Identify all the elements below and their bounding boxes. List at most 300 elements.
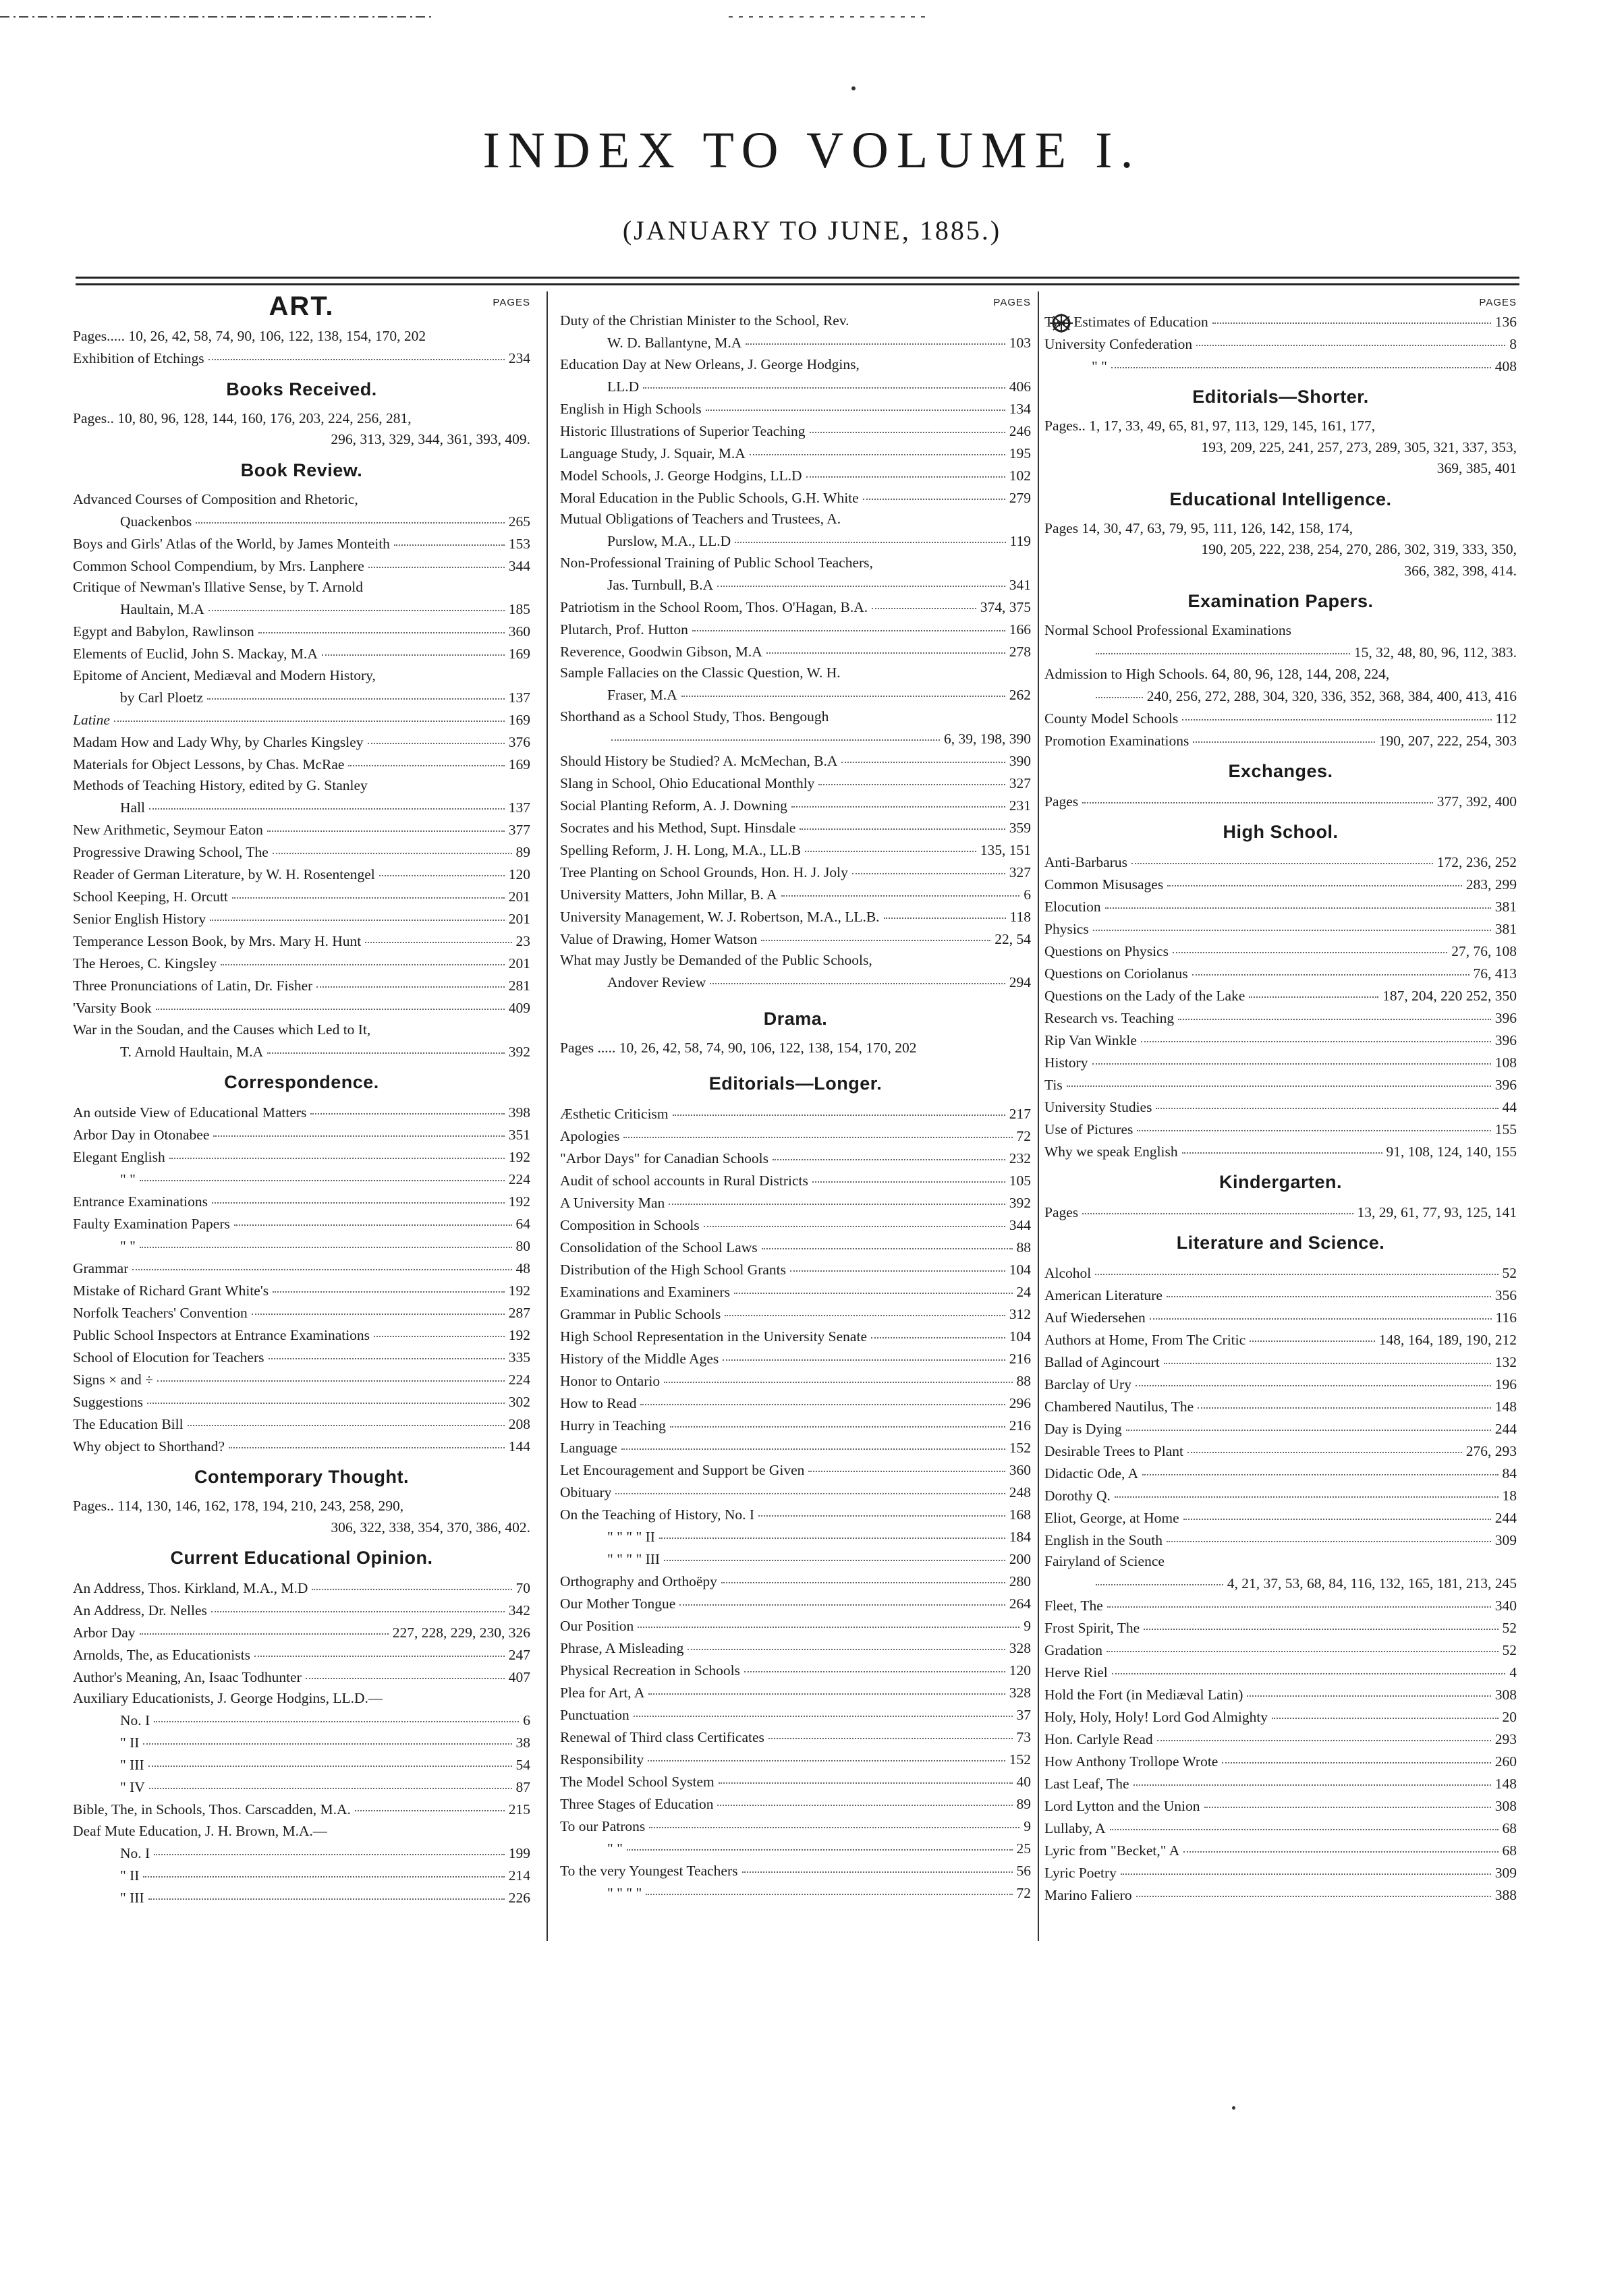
- leader-dots: [207, 683, 505, 700]
- leader-dots: [717, 571, 1005, 587]
- entry-title: " " " ": [607, 1884, 642, 1901]
- leader-dots: [634, 1701, 1013, 1717]
- entry-pages: 48: [515, 1260, 530, 1276]
- leader-dots: [681, 681, 1005, 698]
- leader-dots: [670, 1411, 1005, 1428]
- entry-title: Anti-Barbarus: [1044, 853, 1127, 870]
- entry-pages: 9: [1024, 1617, 1031, 1634]
- entry-title: Day is Dying: [1044, 1420, 1122, 1437]
- entry-title: Frost Spirit, The: [1044, 1620, 1140, 1636]
- entry-pages: 283, 299: [1465, 876, 1517, 893]
- scan-speck: [1232, 2106, 1235, 2110]
- entry-title: Socrates and his Method, Supt. Hinsdale: [560, 819, 796, 836]
- entry-title: No. I: [120, 1844, 150, 1861]
- entry-pages: 88: [1016, 1372, 1031, 1389]
- entry-title: Eliot, George, at Home: [1044, 1509, 1179, 1526]
- entry-pages: 216: [1009, 1350, 1031, 1367]
- entry-pages: 398: [508, 1104, 530, 1121]
- leader-dots: [1222, 1748, 1490, 1764]
- leader-dots: [132, 1254, 511, 1270]
- entry-title: Elements of Euclid, John S. Mackay, M.A: [73, 646, 318, 662]
- entry-title: Obituary: [560, 1484, 612, 1500]
- examination-papers-entries: [1044, 620, 1517, 752]
- entry-pages: 89: [515, 844, 530, 860]
- leader-dots: [1193, 727, 1374, 743]
- leader-dots: [1167, 870, 1462, 886]
- index-column-2: [560, 297, 1031, 1904]
- entry-title: Honor to Ontario: [560, 1372, 661, 1389]
- section-heading-art: ART.: [269, 291, 335, 321]
- entry-title: History of the Middle Ages: [560, 1350, 719, 1367]
- leader-dots: [1092, 1048, 1491, 1065]
- entry-pages: 327: [1009, 864, 1031, 880]
- drama-pages-line: Pages ..... 10, 26, 42, 58, 74, 90, 106, 122, 138, 154, 170, 202: [560, 1039, 917, 1056]
- entry-title: " ": [1092, 358, 1107, 374]
- leader-dots: [615, 1478, 1005, 1494]
- entry-title: Epitome of Ancient, Mediæval and Modern History,: [73, 667, 376, 683]
- leader-dots: [1272, 1703, 1498, 1720]
- index-entry: [73, 555, 530, 577]
- entry-title: Rip Van Winkle: [1044, 1032, 1137, 1048]
- entry-title: Arbor Day in Otonabee: [73, 1126, 210, 1143]
- leader-dots: [1110, 1815, 1499, 1831]
- entry-title: Hurry in Teaching: [560, 1417, 666, 1434]
- entry-title: Examinations and Examiners: [560, 1283, 730, 1300]
- entry-title: " " " " II: [607, 1528, 655, 1545]
- entry-title: Chambered Nautilus, The: [1044, 1398, 1194, 1415]
- entry-title: Why object to Shorthand?: [73, 1438, 225, 1455]
- entry-title: University Confederation: [1044, 335, 1193, 352]
- leader-dots: [234, 1210, 512, 1226]
- leader-dots: [148, 1751, 512, 1768]
- entry-title: No. I: [120, 1712, 150, 1728]
- entry-title: Arbor Day: [73, 1624, 136, 1641]
- leader-dots: [725, 1300, 1005, 1316]
- entry-pages: 73: [1016, 1728, 1031, 1745]
- entry-title: Suggestions: [73, 1393, 143, 1410]
- entry-title: Plutarch, Prof. Hutton: [560, 621, 688, 638]
- leader-dots: [1082, 787, 1433, 803]
- entry-pages: 20: [1502, 1709, 1517, 1725]
- entry-title: Three Stages of Education: [560, 1795, 714, 1812]
- leader-dots: [863, 484, 1005, 500]
- entry-pages: 396: [1494, 1032, 1517, 1048]
- entry-title: Barclay of Ury: [1044, 1376, 1131, 1392]
- entry-pages: 217: [1009, 1105, 1031, 1122]
- entry-title: Materials for Object Lessons, by Chas. McRae: [73, 756, 345, 772]
- entry-title: Purslow, M.A., LL.D: [607, 533, 731, 549]
- entry-pages: 187, 204, 220 252, 350: [1382, 987, 1517, 1004]
- entry-title: " II: [120, 1867, 140, 1884]
- index-column-1: [73, 291, 530, 1909]
- entry-title: American Literature: [1044, 1287, 1163, 1303]
- literature-science-entries: [1044, 1262, 1517, 1907]
- entry-title: Andover Review: [607, 974, 706, 990]
- entry-title: " ": [120, 1237, 136, 1254]
- entry-pages: 392: [508, 1043, 530, 1060]
- leader-dots: [1107, 1592, 1491, 1608]
- entry-pages: 6: [1024, 886, 1031, 903]
- entry-title: What may Justly be Demanded of the Public Schools,: [560, 952, 872, 968]
- leader-dots: [188, 1410, 505, 1426]
- leader-dots: [806, 461, 1005, 478]
- educational-intelligence-line-2: 190, 205, 222, 238, 254, 270, 286, 302, 319, 333, 350,: [1201, 541, 1517, 557]
- index-entry: [73, 753, 530, 775]
- leader-dots: [1249, 982, 1378, 998]
- educational-intelligence-line-3: 366, 382, 398, 414.: [1404, 562, 1517, 579]
- entry-title: Tree Planting on School Grounds, Hon. H. J. Joly: [560, 864, 848, 880]
- entry-pages: 120: [508, 866, 530, 882]
- contemporary-thought-pages-line-2: 306, 322, 338, 354, 370, 386, 402.: [331, 1519, 530, 1535]
- leader-dots: [169, 1143, 505, 1159]
- leader-dots: [1150, 1303, 1492, 1320]
- leader-dots: [1196, 330, 1505, 346]
- entry-pages: 396: [1494, 1009, 1517, 1026]
- entry-pages: 192: [508, 1282, 530, 1299]
- correspondence-entries: [73, 1101, 530, 1457]
- leader-dots: [884, 903, 1006, 919]
- leader-dots: [735, 528, 1005, 544]
- entry-pages: 309: [1494, 1531, 1517, 1548]
- entry-pages: 4: [1509, 1664, 1517, 1681]
- entry-pages: 260: [1494, 1753, 1517, 1770]
- leader-dots: [611, 725, 940, 741]
- entry-title: New Arithmetic, Seymour Eaton: [73, 822, 263, 838]
- entry-pages: 359: [1009, 819, 1031, 836]
- leader-dots: [791, 791, 1005, 808]
- entry-title: Fleet, The: [1044, 1598, 1103, 1614]
- entry-title: To the very Youngest Teachers: [560, 1862, 738, 1879]
- leader-dots: [156, 994, 505, 1011]
- page-subtitle: (JANUARY TO JUNE, 1885.): [622, 215, 1002, 246]
- entry-pages: 40: [1016, 1773, 1031, 1790]
- entry-title: Education Day at New Orleans, J. George Hodgins,: [560, 356, 860, 372]
- entry-title: Distribution of the High School Grants: [560, 1261, 787, 1278]
- section-heading-correspondence: Correspondence.: [224, 1072, 379, 1092]
- entry-title: English in High Schools: [560, 400, 702, 417]
- entry-title: Boys and Girls' Atlas of the World, by James Monteith: [73, 535, 390, 552]
- entry-pages: 185: [508, 601, 530, 617]
- entry-title: Two Estimates of Education: [1044, 313, 1208, 330]
- leader-dots: [664, 1545, 1005, 1561]
- entry-title: " " " " III: [607, 1550, 661, 1567]
- entry-pages: 148: [1494, 1776, 1517, 1792]
- entry-title: Lord Lytton and the Union: [1044, 1798, 1200, 1814]
- entry-pages: 344: [508, 557, 530, 574]
- entry-title: Latine: [73, 711, 110, 728]
- entry-title: 'Varsity Book: [73, 1000, 152, 1016]
- section-heading-examination-papers: Examination Papers.: [1187, 591, 1374, 611]
- index-entry: [1044, 1140, 1517, 1162]
- entry-pages: 214: [508, 1867, 530, 1884]
- entry-pages: 105: [1009, 1172, 1031, 1189]
- entry-title: Audit of school accounts in Rural Districts: [560, 1172, 808, 1189]
- entry-pages: 134: [1009, 400, 1031, 417]
- entry-pages: 153: [508, 535, 530, 552]
- entry-pages: 264: [1009, 1595, 1031, 1612]
- entry-pages: 64: [515, 1215, 530, 1232]
- entry-title: The Education Bill: [73, 1415, 184, 1432]
- leader-dots: [143, 1861, 504, 1878]
- entry-pages: 76, 413: [1473, 965, 1517, 982]
- scan-speck: [851, 86, 856, 90]
- entry-title: Slang in School, Ohio Educational Monthly: [560, 774, 815, 791]
- leader-dots: [734, 1278, 1013, 1294]
- entry-title: Language: [560, 1439, 617, 1456]
- index-entry: [73, 1435, 530, 1457]
- section-heading-books-received: Books Received.: [226, 378, 377, 399]
- section-heading-current-educational-opinion: Current Educational Opinion.: [170, 1548, 433, 1568]
- leader-dots: [723, 1345, 1005, 1361]
- index-entry: [73, 643, 530, 665]
- entry-title: Common School Compendium, by Mrs. Lanphere: [73, 557, 364, 574]
- leader-dots: [348, 750, 504, 766]
- leader-dots: [623, 1122, 1012, 1138]
- entry-title: An Address, Dr. Nelles: [73, 1602, 207, 1618]
- entry-title: The Model School System: [560, 1773, 715, 1790]
- entry-title: Language Study, J. Squair, M.A: [560, 445, 746, 461]
- entry-title: Composition in Schools: [560, 1216, 700, 1233]
- index-entry: [1044, 1884, 1517, 1907]
- entry-pages: 224: [508, 1170, 530, 1187]
- entry-title: Apologies: [560, 1127, 620, 1144]
- leader-dots: [1164, 1348, 1491, 1364]
- entry-title: Æsthetic Criticism: [560, 1105, 669, 1122]
- leader-dots: [1167, 1281, 1491, 1297]
- index-entry: [73, 1040, 530, 1063]
- entry-pages: 104: [1009, 1261, 1031, 1278]
- index-entry: [1044, 790, 1517, 812]
- entry-pages: 4, 21, 37, 53, 68, 84, 116, 132, 165, 181, 213, 245: [1227, 1575, 1517, 1591]
- entry-title: W. D. Ballantyne, M.A: [607, 335, 742, 351]
- entry-title: Research vs. Teaching: [1044, 1009, 1175, 1026]
- entry-pages: 137: [508, 799, 530, 816]
- entry-pages: 377: [508, 822, 530, 838]
- entry-pages: 37: [1016, 1706, 1031, 1723]
- entry-title: Quackenbos: [120, 513, 192, 530]
- opinion-continued-entries: [560, 310, 1031, 994]
- entry-pages: 360: [1009, 1461, 1031, 1478]
- art-entries: [73, 347, 530, 370]
- entry-title: Let Encouragement and Support be Given: [560, 1461, 805, 1478]
- leader-dots: [1144, 1614, 1498, 1631]
- entry-title: On the Teaching of History, No. I: [560, 1506, 755, 1523]
- entry-title: Mistake of Richard Grant White's: [73, 1282, 269, 1299]
- entry-title: Our Mother Tongue: [560, 1595, 676, 1612]
- leader-dots: [706, 395, 1005, 411]
- entry-title: Questions on the Lady of the Lake: [1044, 987, 1245, 1004]
- entry-title: Advanced Courses of Composition and Rhetoric,: [73, 490, 358, 507]
- entry-title: Bible, The, in Schools, Thos. Carscadden, M.A.: [73, 1801, 351, 1817]
- entry-pages: 91, 108, 124, 140, 155: [1386, 1143, 1517, 1160]
- leader-dots: [1105, 893, 1491, 909]
- leader-dots: [649, 1812, 1019, 1828]
- entry-pages: 244: [1494, 1420, 1517, 1437]
- entry-pages: 190, 207, 222, 254, 303: [1378, 732, 1517, 749]
- entry-pages: 103: [1009, 335, 1031, 351]
- current-opinion-entries: [73, 1577, 530, 1909]
- educational-intelligence-line-1: Pages 14, 30, 47, 63, 79, 95, 111, 126, 142, 158, 174,: [1044, 519, 1353, 536]
- entry-title: Orthography and Orthoëpy: [560, 1573, 717, 1589]
- entry-title: Methods of Teaching History, edited by G. Stanley: [73, 777, 368, 793]
- leader-dots: [841, 747, 1005, 763]
- leader-dots: [818, 769, 1005, 785]
- entry-pages: 200: [1009, 1550, 1031, 1567]
- entry-title: Temperance Lesson Book, by Mrs. Mary H. Hunt: [73, 933, 362, 949]
- leader-dots: [1141, 1026, 1491, 1042]
- entry-title: Three Pronunciations of Latin, Dr. Fisher: [73, 978, 313, 994]
- entry-title: Physical Recreation in Schools: [560, 1662, 740, 1679]
- art-pages-line: Pages..... 10, 26, 42, 58, 74, 90, 106, 122, 138, 154, 170, 202: [73, 328, 426, 344]
- leader-dots: [1136, 1882, 1491, 1898]
- entry-pages: 70: [515, 1579, 530, 1596]
- entry-title: Renewal of Third class Certificates: [560, 1728, 764, 1745]
- editorials-shorter-line-1: Pages.. 1, 17, 33, 49, 65, 81, 97, 113, 129, 145, 161, 177,: [1044, 418, 1376, 434]
- entry-pages: 18: [1502, 1487, 1517, 1504]
- leader-dots: [316, 972, 504, 988]
- leader-dots: [646, 1879, 1012, 1895]
- entry-pages: 169: [508, 756, 530, 772]
- leader-dots: [306, 1663, 505, 1679]
- editorials-shorter-line-2: 193, 209, 225, 241, 257, 273, 289, 305, 321, 337, 353,: [1201, 439, 1517, 455]
- entry-title: Moral Education in the Public Schools, G.H. White: [560, 489, 859, 506]
- entry-title: Duty of the Christian Minister to the School, Rev.: [560, 312, 849, 329]
- entry-title: Physics: [1044, 920, 1089, 937]
- entry-pages: 6, 39, 198, 390: [944, 730, 1031, 747]
- entry-title: Last Leaf, The: [1044, 1776, 1129, 1792]
- entry-title: Herve Riel: [1044, 1664, 1108, 1681]
- leader-dots: [766, 638, 1005, 654]
- page-title: INDEX TO VOLUME I.: [482, 122, 1142, 179]
- leader-dots: [1182, 1137, 1382, 1154]
- entry-pages: 308: [1494, 1687, 1517, 1703]
- entry-pages: 374, 375: [980, 598, 1031, 615]
- index-entry: [1044, 1201, 1517, 1223]
- entry-pages: 216: [1009, 1417, 1031, 1434]
- index-entry: [1044, 1529, 1517, 1551]
- leader-dots: [872, 593, 976, 609]
- entry-pages: 240, 256, 272, 288, 304, 320, 336, 352, 368, 384, 400, 413, 416: [1146, 687, 1517, 704]
- entry-pages: 108: [1494, 1054, 1517, 1071]
- entry-title: Hon. Carlyle Read: [1044, 1731, 1153, 1747]
- leader-dots: [1096, 682, 1143, 698]
- leader-dots: [1136, 1370, 1491, 1386]
- entry-title: Normal School Professional Examinations: [1044, 622, 1292, 638]
- entry-title: Senior English History: [73, 911, 206, 927]
- entry-pages: 24: [1016, 1283, 1031, 1300]
- entry-title: Author's Meaning, An, Isaac Todhunter: [73, 1668, 302, 1685]
- leader-dots: [721, 1567, 1005, 1583]
- index-entry: [560, 640, 1031, 662]
- entry-pages: 246: [1009, 422, 1031, 439]
- section-heading-drama: Drama.: [763, 1008, 828, 1029]
- entry-title: Questions on Coriolanus: [1044, 965, 1188, 982]
- entry-title: T. Arnold Haultain, M.A: [120, 1043, 264, 1060]
- entry-pages: 137: [508, 689, 530, 706]
- entry-pages: 224: [508, 1371, 530, 1388]
- leader-dots: [232, 883, 505, 899]
- entry-pages: 112: [1495, 710, 1517, 727]
- entry-title: Alcohol: [1044, 1264, 1092, 1281]
- leader-dots: [355, 1796, 505, 1812]
- entry-title: To our Patrons: [560, 1817, 646, 1834]
- leader-dots: [143, 1729, 511, 1745]
- entry-pages: 248: [1009, 1484, 1031, 1500]
- leader-dots: [648, 1745, 1005, 1761]
- entry-pages: 169: [508, 646, 530, 662]
- entry-title: Phrase, A Misleading: [560, 1639, 684, 1656]
- entry-title: Egypt and Babylon, Rawlinson: [73, 623, 254, 640]
- entry-pages: 199: [508, 1844, 530, 1861]
- index-entry: [560, 971, 1031, 994]
- leader-dots: [368, 552, 505, 568]
- entry-pages: 22, 54: [995, 930, 1031, 947]
- leader-dots: [679, 1589, 1005, 1606]
- index-entry: [560, 332, 1031, 354]
- entry-pages: 309: [1494, 1865, 1517, 1881]
- entry-pages: 201: [508, 911, 530, 927]
- column-divider-right: [1038, 291, 1039, 1941]
- entry-pages: 152: [1009, 1751, 1031, 1768]
- entry-title: School of Elocution for Teachers: [73, 1349, 264, 1365]
- entry-title: " III: [120, 1889, 144, 1906]
- entry-pages: 312: [1009, 1305, 1031, 1322]
- entry-pages: 136: [1494, 313, 1517, 330]
- entry-pages: 72: [1016, 1884, 1031, 1901]
- entry-pages: 296: [1009, 1394, 1031, 1411]
- entry-title: Ballad of Agincourt: [1044, 1353, 1160, 1370]
- top-edge-scan-marks: [0, 15, 1624, 19]
- entry-title: Elocution: [1044, 898, 1101, 915]
- entry-pages: 335: [508, 1349, 530, 1365]
- leader-dots: [781, 880, 1020, 897]
- entry-pages: 132: [1494, 1353, 1517, 1370]
- leader-dots: [640, 1389, 1005, 1405]
- leader-dots: [758, 1500, 1005, 1517]
- leader-dots: [269, 1343, 505, 1359]
- entry-pages: 381: [1494, 898, 1517, 915]
- entry-title: Pages: [1044, 793, 1079, 810]
- leader-dots: [267, 1038, 505, 1054]
- entry-pages: 168: [1009, 1506, 1031, 1523]
- leader-dots: [744, 1656, 1005, 1672]
- index-entry: [73, 1886, 530, 1909]
- entry-pages: 88: [1016, 1239, 1031, 1256]
- leader-dots: [1112, 1659, 1506, 1675]
- entry-title: Plea for Art, A: [560, 1684, 645, 1701]
- leader-dots: [1182, 704, 1491, 721]
- entry-pages: 287: [508, 1304, 530, 1321]
- entry-title: Hold the Fort (in Mediæval Latin): [1044, 1687, 1243, 1703]
- leader-dots: [149, 794, 505, 810]
- leader-dots: [673, 1100, 1005, 1116]
- leader-dots: [196, 507, 504, 524]
- leader-dots: [1111, 352, 1491, 368]
- entry-pages: 8: [1509, 335, 1517, 352]
- leader-dots: [140, 1232, 512, 1248]
- entry-pages: 148, 164, 189, 190, 212: [1378, 1331, 1517, 1348]
- index-entry: [73, 1666, 530, 1688]
- section-heading-literature-and-science: Literature and Science.: [1176, 1233, 1385, 1253]
- entry-title: Gradation: [1044, 1642, 1102, 1658]
- leader-dots: [1157, 1726, 1491, 1742]
- entry-title: Exhibition of Etchings: [73, 350, 204, 366]
- entry-pages: 135, 151: [980, 841, 1031, 858]
- entry-title: Entrance Examinations: [73, 1193, 208, 1210]
- entry-title: Promotion Examinations: [1044, 732, 1189, 749]
- entry-title: A University Man: [560, 1194, 665, 1211]
- entry-title: High School Representation in the University Senate: [560, 1328, 867, 1345]
